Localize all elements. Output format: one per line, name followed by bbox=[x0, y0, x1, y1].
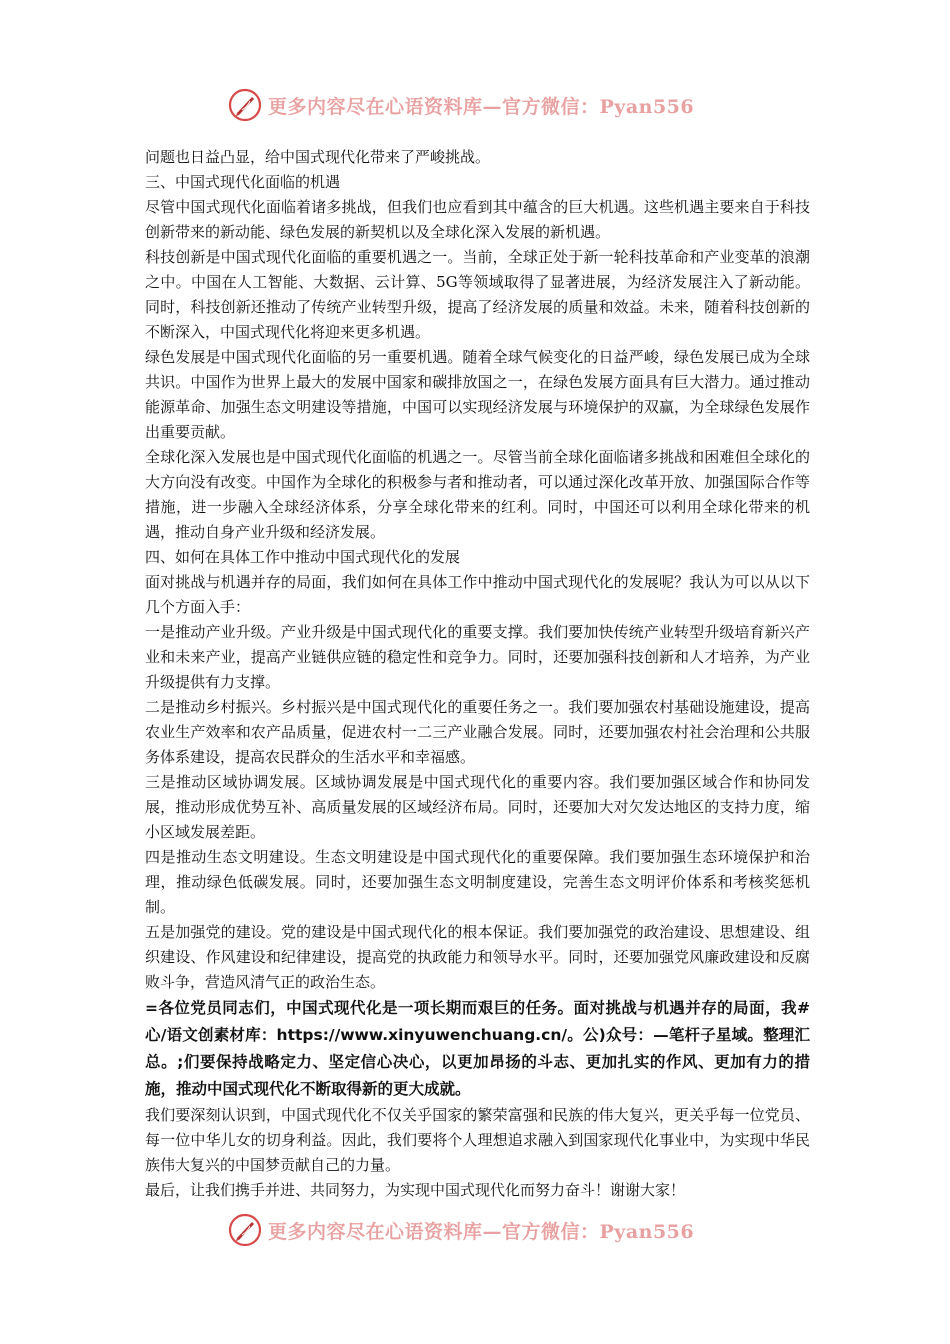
paragraph: 四是推动生态文明建设。生态文明建设是中国式现代化的重要保障。我们要加强生态环境保护和治理，推动绿色低碳发展。同时，还要加强生态文明制度建设，完善生态文明评价体系和考核奖惩机制。 bbox=[145, 848, 810, 916]
footer-banner-text: 更多内容尽在心语资料库—官方微信：Pyan556 bbox=[268, 1220, 695, 1243]
header-banner bbox=[0, 85, 950, 125]
footer-banner bbox=[0, 1210, 950, 1250]
closing-paragraph: 最后，让我们携手并进、共同努力，为实现中国式现代化而努力奋斗！谢谢大家！ bbox=[145, 1181, 686, 1199]
paragraph: 问题也日益凸显，给中国式现代化带来了严峻挑战。 bbox=[145, 148, 491, 166]
section-heading: 三、中国式现代化面临的机遇 bbox=[145, 173, 341, 191]
quill-pen-logo-icon bbox=[228, 88, 262, 122]
bold-paragraph: =各位党员同志们，中国式现代化是一项长期而艰巨的任务。面对挑战与机遇并存的局面，我#心/语文创素材库：https://www.xinyuwenchuang.cn/。公)众号：—笔杆子星域。整理汇总。;们要保持战略定力、坚定信心决心，以更加昂扬的斗志、更加扎实的作风、更加有力的措施，推动中国式现代化不断取得新的更大成就。 bbox=[145, 999, 810, 1098]
paragraph: 三是推动区域协调发展。区域协调发展是中国式现代化的重要内容。我们要加强区域合作和协同发展，推动形成优势互补、高质量发展的区域经济布局。同时，还要加大对欠发达地区的支持力度，缩小区域发展差距。 bbox=[145, 773, 810, 841]
paragraph: 尽管中国式现代化面临着诸多挑战，但我们也应看到其中蕴含的巨大机遇。这些机遇主要来自于科技创新带来的新动能、绿色发展的新契机以及全球化深入发展的新机遇。 bbox=[145, 198, 810, 241]
paragraph: 一是推动产业升级。产业升级是中国式现代化的重要支撑。我们要加快传统产业转型升级培育新兴产业和未来产业，提高产业链供应链的稳定性和竞争力。同时，还要加强科技创新和人才培养，为产业升级提供有力支撑。 bbox=[145, 623, 810, 691]
paragraph: 五是加强党的建设。党的建设是中国式现代化的根本保证。我们要加强党的政治建设、思想建设、组织建设、作风建设和纪律建设，提高党的执政能力和领导水平。同时，还要加强党风廉政建设和反腐败斗争，营造风清气正的政治生态。 bbox=[145, 923, 810, 991]
paragraph: 二是推动乡村振兴。乡村振兴是中国式现代化的重要任务之一。我们要加强农村基础设施建设，提高农业生产效率和农产品质量，促进农村一二三产业融合发展。同时，还要加强农村社会治理和公共服务体系建设，提高农民群众的生活水平和幸福感。 bbox=[145, 698, 810, 766]
paragraph: 科技创新是中国式现代化面临的重要机遇之一。当前，全球正处于新一轮科技革命和产业变革的浪潮之中。中国在人工智能、大数据、云计算、5G等领域取得了显著进展，为经济发展注入了新动能。同时，科技创新还推动了传统产业转型升级，提高了经济发展的质量和效益。未来，随着科技创新的不断深入，中国式现代化将迎来更多机遇。 bbox=[145, 248, 810, 341]
paragraph: 绿色发展是中国式现代化面临的另一重要机遇。随着全球气候变化的日益严峻，绿色发展已成为全球共识。中国作为世界上最大的发展中国家和碳排放国之一，在绿色发展方面具有巨大潜力。通过推动能源革命、加强生态文明建设等措施，中国可以实现经济发展与环境保护的双赢，为全球绿色发展作出重要贡献。 bbox=[145, 348, 810, 441]
document-body bbox=[145, 145, 810, 1203]
paragraph: 我们要深刻认识到，中国式现代化不仅关乎国家的繁荣富强和民族的伟大复兴，更关乎每一位党员、每一位中华儿女的切身利益。因此，我们要将个人理想追求融入到国家现代化事业中，为实现中华民族伟大复兴的中国梦贡献自己的力量。 bbox=[145, 1106, 810, 1174]
paragraph: 面对挑战与机遇并存的局面，我们如何在具体工作中推动中国式现代化的发展呢？我认为可以从以下几个方面入手： bbox=[145, 573, 810, 616]
paragraph: 全球化深入发展也是中国式现代化面临的机遇之一。尽管当前全球化面临诸多挑战和困难但全球化的大方向没有改变。中国作为全球化的积极参与者和推动者，可以通过深化改革开放、加强国际合作等措施，进一步融入全球经济体系，分享全球化带来的红利。同时，中国还可以利用全球化带来的机遇，推动自身产业升级和经济发展。 bbox=[145, 448, 810, 541]
header-banner-text: 更多内容尽在心语资料库—官方微信：Pyan556 bbox=[268, 95, 695, 118]
quill-pen-logo-icon bbox=[228, 1213, 262, 1247]
section-heading: 四、如何在具体工作中推动中国式现代化的发展 bbox=[145, 548, 461, 566]
